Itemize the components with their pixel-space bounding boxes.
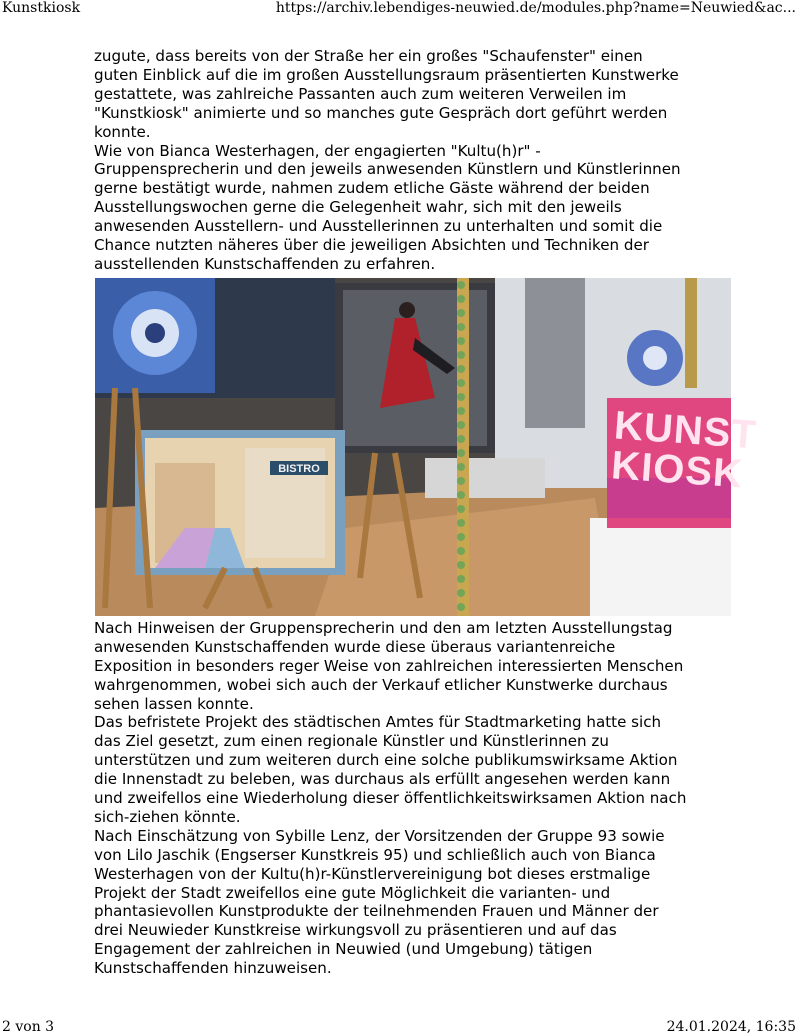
page-header-title: Kunstkiosk (2, 0, 81, 16)
kunst-kiosk-poster (609, 403, 759, 512)
article-paragraph: Das befristete Projekt des städtischen Amtes für Stadtmarketing hatte sich das Ziel gesetzt, zum einen regionale Künstler und Künstlerinnen zu unterstützen und zum weiteren durch eine solche publikumswirksame Aktion die Innenstadt zu beleben, was durchaus als erfüllt angesehen werden kann und zweifellos eine Wiederholung dieser öffentlichkeitswirksamen Aktion nach sich-ziehen könnte. (94, 713, 687, 826)
article-paragraph: Wie von Bianca Westerhagen, der engagierten "Kultu(h)r" - Gruppensprecherin und den jeweils anwesenden Künstlern und Künstlerinnen gerne bestätigt wurde, nahmen zudem etliche Gäste während der beiden Ausstellungswochen gerne die Gelegenheit wahr, sich mit den jeweils anwesenden Ausstellern- und Ausstellerinnen zu unterhalten und somit die Chance nutzten näheres über die jeweiligen Absichten und Techniken der ausstellenden Kunstschaffenden zu erfahren. (94, 141, 681, 273)
poster-line: KIOSK (609, 443, 745, 497)
bistro-sign-text: BISTRO (278, 462, 320, 475)
exhibition-photo (95, 278, 759, 616)
poster-line: KUNST (612, 403, 759, 458)
page-footer-page-number: 2 von 3 (2, 1019, 55, 1035)
article-paragraph: Nach Einschätzung von Sybille Lenz, der Vorsitzenden der Gruppe 93 sowie von Lilo Jaschik (Engserser Kunstkreis 95) und schließlich auch von Bianca Westerhagen von der Kultu(h)r-Künstlervereinigung bot dieses erstmalige Projekt der Stadt zweifellos eine gute Möglichkeit die varianten- und phantasievollen Kunstprodukte der teilnehmenden Frauen und Männer der drei Neuwieder Kunstkreise wirkungsvoll zu präsentieren und auf das Engagement der zahlreichen in Neuwied (und Umgebung) tätigen Kunstschaffenden hinzuweisen. (94, 826, 665, 978)
page-footer-timestamp: 24.01.2024, 16:35 (666, 1019, 796, 1035)
article-content (94, 47, 759, 978)
article-paragraph: Nach Hinweisen der Gruppensprecherin und den am letzten Ausstellungstag anwesenden Kunstschaffenden wurde diese überaus variantenreiche Exposition in besonders reger Weise von zahlreichen interessierten Menschen wahrgenommen, wobei sich auch der Verkauf etlicher Kunstwerke durchaus sehen lassen konnte. (94, 618, 684, 713)
page-header-url: https://archiv.lebendiges-neuwied.de/modules.php?name=Neuwied&ac... (275, 0, 796, 16)
article-paragraph: zugute, dass bereits von der Straße her ein großes "Schaufenster" einen guten Einblick auf die im großen Ausstellungsraum präsentierten Kunstwerke gestattete, was zahlreiche Passanten auch zum weiteren Verweilen im "Kunstkiosk" animierte und so manches gute Gespräch dort geführt werden konnte. (94, 47, 679, 141)
